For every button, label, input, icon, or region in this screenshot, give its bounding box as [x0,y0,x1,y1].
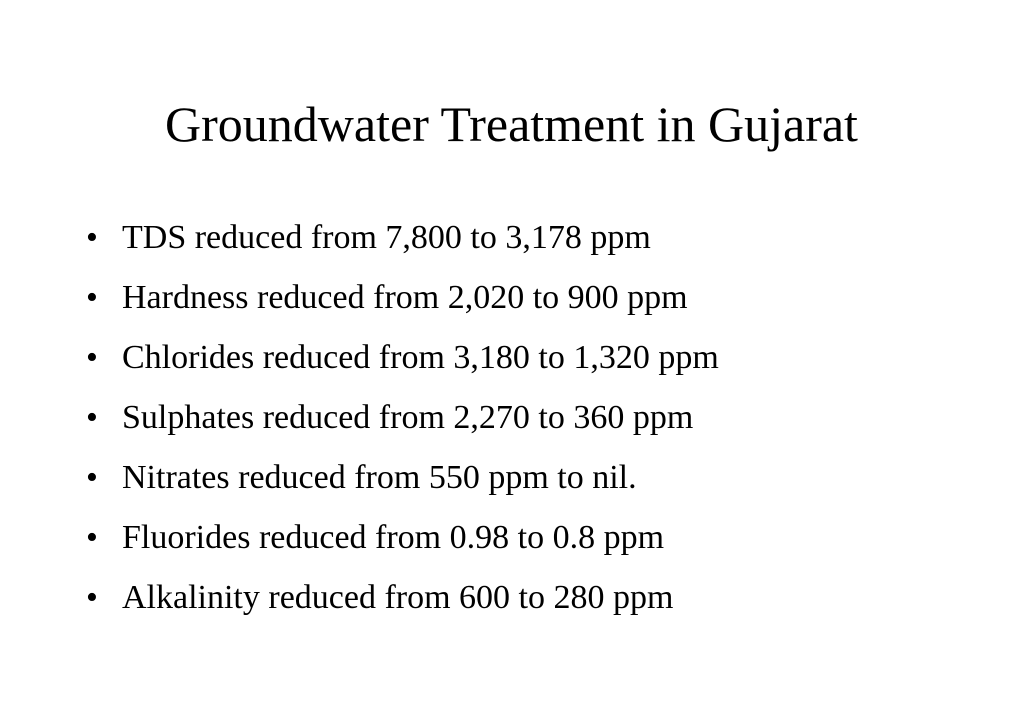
bullet-icon: • [86,579,98,616]
slide-title: Groundwater Treatment in Gujarat [165,96,858,152]
bullet-text: Alkalinity reduced from 600 to 280 ppm [122,579,674,616]
list-item [86,213,719,273]
bullet-list [86,213,719,633]
bullet-icon: • [86,279,98,316]
bullet-text: Hardness reduced from 2,020 to 900 ppm [122,279,688,316]
list-item [86,333,719,393]
list-item [86,393,719,453]
bullet-icon: • [86,399,98,436]
bullet-icon: • [86,459,98,496]
bullet-icon: • [86,219,98,256]
list-item [86,513,719,573]
bullet-icon: • [86,339,98,376]
bullet-text: Nitrates reduced from 550 ppm to nil. [122,459,637,496]
bullet-text: Sulphates reduced from 2,270 to 360 ppm [122,399,694,436]
list-item [86,573,719,633]
bullet-text: Fluorides reduced from 0.98 to 0.8 ppm [122,519,665,556]
bullet-text: TDS reduced from 7,800 to 3,178 ppm [122,219,651,256]
list-item [86,453,719,513]
bullet-text: Chlorides reduced from 3,180 to 1,320 ppm [122,339,719,376]
list-item [86,273,719,333]
bullet-icon: • [86,519,98,556]
